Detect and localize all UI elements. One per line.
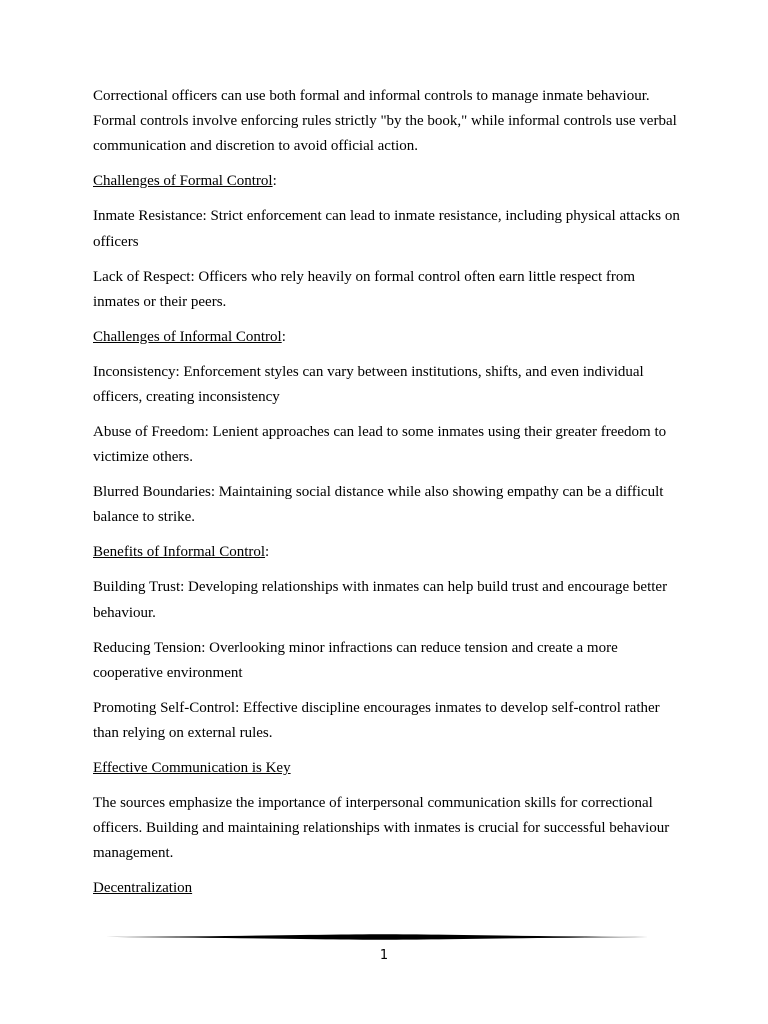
formal-control-heading-text: Challenges of Formal Control [93, 173, 273, 190]
intro-paragraph: Correctional officers can use both formal and informal controls to manage inmate behaviour. Formal controls involve enforcing rules strictly "by the book," while informal controls use verbal communication and discretion to avoid official action. [93, 88, 677, 155]
benefit-item-building-trust: Building Trust: Developing relationships with inmates can help build trust and encourage better behaviour. [93, 579, 668, 621]
formal-item-lack-of-respect: Lack of Respect: Officers who rely heavily on formal control often earn little respect from inmates or their peers. [93, 268, 636, 310]
heading-colon: : [265, 544, 270, 561]
communication-heading-text: Effective Communication is Key [93, 760, 291, 777]
benefits-heading-text: Benefits of Informal Control [93, 544, 266, 561]
heading-colon: : [281, 328, 286, 345]
informal-item-blurred-boundaries: Blurred Boundaries: Maintaining social distance while also showing empathy can be a difficult balance to strike. [93, 484, 664, 526]
informal-control-heading [93, 325, 683, 350]
document-body [93, 84, 683, 911]
benefits-heading [93, 540, 683, 565]
communication-heading [93, 756, 683, 781]
heading-colon: : [272, 173, 277, 190]
informal-control-heading-text: Challenges of Informal Control [93, 328, 282, 345]
benefit-item-promoting-self-control: Promoting Self-Control: Effective discipline encourages inmates to develop self-control rather than relying on external rules. [93, 699, 660, 742]
informal-item-inconsistency: Inconsistency: Enforcement styles can vary between institutions, shifts, and even individual officers, creating inconsistency [93, 363, 644, 406]
footer-divider [106, 931, 662, 943]
communication-paragraph: The sources emphasize the importance of interpersonal communication skills for correctional officers. Building and maintaining relationships with inmates is crucial for successful behaviour management. [93, 795, 670, 862]
decentralization-heading [93, 876, 683, 901]
page-number: 1 [379, 948, 389, 963]
informal-item-abuse-of-freedom: Abuse of Freedom: Lenient approaches can lead to some inmates using their greater freedom to victimize others. [93, 424, 667, 466]
formal-item-inmate-resistance: Inmate Resistance: Strict enforcement can lead to inmate resistance, including physical attacks on officers [93, 208, 680, 250]
formal-control-heading [93, 169, 683, 194]
footer-divider-stroke [106, 934, 662, 940]
decentralization-heading-text: Decentralization [93, 880, 193, 897]
benefit-item-reducing-tension: Reducing Tension: Overlooking minor infractions can reduce tension and create a more cooperative environment [93, 639, 618, 681]
